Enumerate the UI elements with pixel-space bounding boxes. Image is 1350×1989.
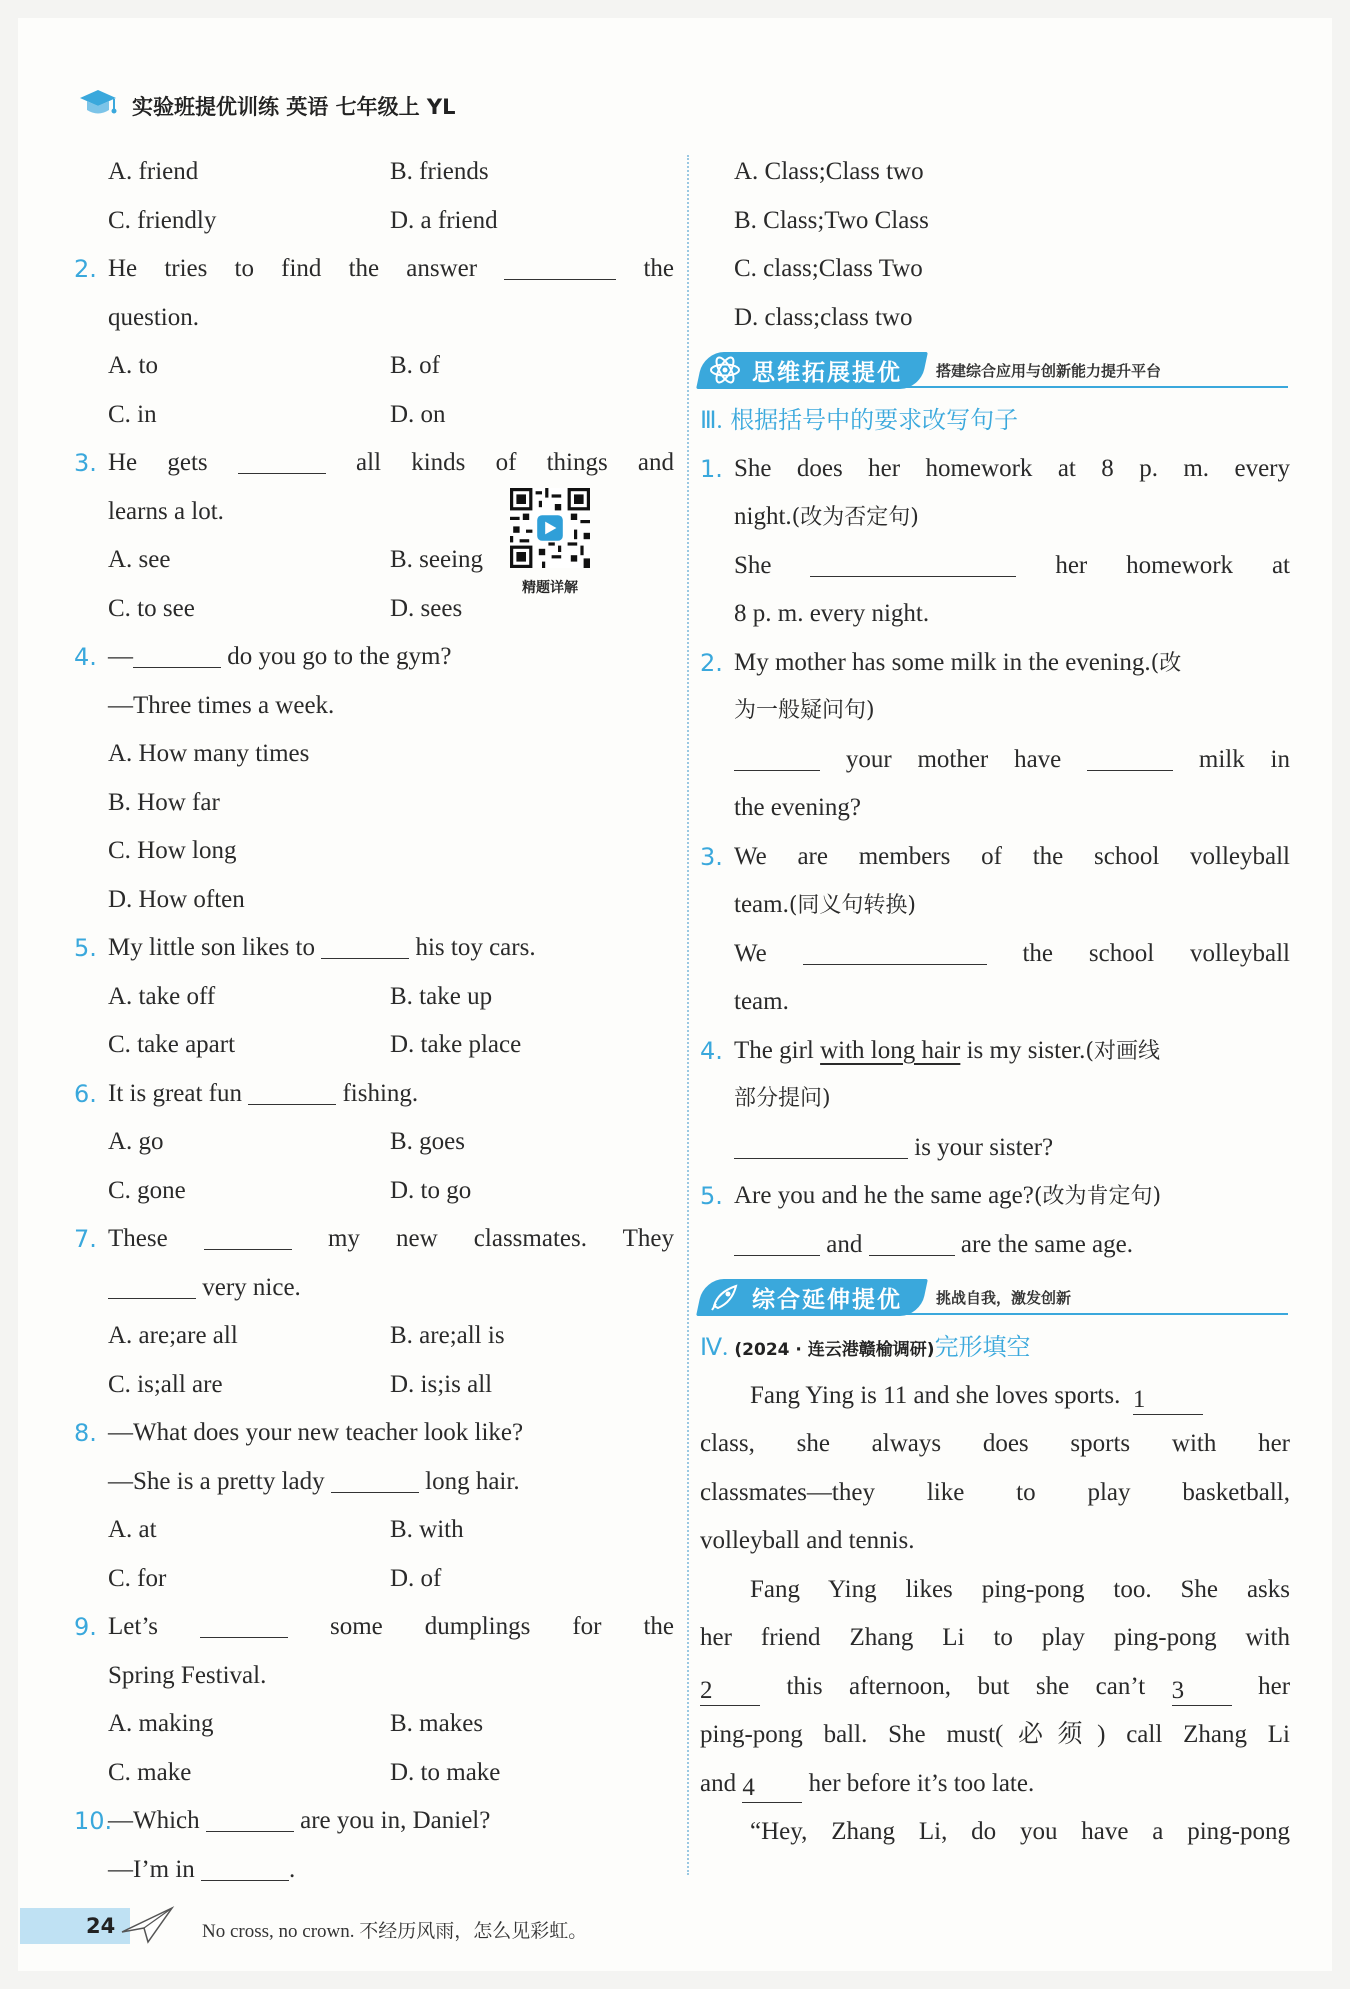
cloze-blank-3[interactable]: 3 xyxy=(1172,1677,1232,1706)
q4-option-a: A. How many times xyxy=(108,740,310,767)
q1-options-row1: A. friend B. friends xyxy=(108,158,489,185)
q10-option-c: C. class;Class Two xyxy=(734,255,923,282)
page-number: 24 xyxy=(20,1908,130,1944)
rewrite-3: 3. We are members of the school volleyball xyxy=(700,842,1290,871)
passage-line: her friend Zhang Li to play ping-pong with xyxy=(700,1624,1290,1651)
answer-blank[interactable] xyxy=(206,1803,294,1832)
q3-options-row1: A. see B. seeing xyxy=(108,546,484,573)
q8-options-row1: A. at B. with xyxy=(108,1516,464,1543)
rocket-icon xyxy=(708,1282,742,1317)
passage-line: volleyball and tennis. xyxy=(700,1527,915,1554)
q6-options-row1: A. go B. goes xyxy=(108,1128,465,1155)
answer-blank[interactable] xyxy=(321,930,409,959)
rewrite-3-answer: We the school volleyball xyxy=(700,930,1290,979)
rewrite-4: 4. The girl with long hair is my sister.(对画线 xyxy=(700,1036,1160,1065)
q10-option-b: B. Class;Two Class xyxy=(734,206,929,234)
rewrite-4-answer: is your sister? xyxy=(700,1124,1290,1173)
passage-line: class, she always does sports with her xyxy=(700,1430,1290,1457)
section-band-rule xyxy=(900,1313,1288,1315)
page-header xyxy=(78,84,456,128)
q10-option-a: A. Class;Class two xyxy=(734,158,924,185)
rewrite-2: 2. My mother has some milk in the evening.(改 xyxy=(700,648,1182,677)
question-10: 10. —Which are you in, Daniel? xyxy=(74,1797,674,1846)
book-title: 实验班提优训练 英语 七年级上 YL xyxy=(132,95,456,119)
passage-line: “Hey, Zhang Li, do you have a ping-pong xyxy=(750,1818,1290,1845)
question-8-cont: —She is a pretty lady long hair. xyxy=(74,1458,674,1507)
passage-line: Fang Ying likes ping-pong too. She asks xyxy=(750,1575,1290,1603)
question-2-cont: question. xyxy=(108,303,199,331)
passage-line: ping-pong ball. She must(必须) call Zhang Li xyxy=(700,1721,1290,1748)
right-column xyxy=(700,148,1290,1857)
rewrite-1-cont: night.(改为否定句) xyxy=(734,503,919,530)
section-band-title: 思维拓展提优 xyxy=(696,352,928,389)
q4-option-b: B. How far xyxy=(108,788,220,816)
answer-blank[interactable] xyxy=(803,936,987,965)
answer-blank[interactable] xyxy=(734,742,820,771)
question-6: 6. It is great fun fishing. xyxy=(74,1070,674,1119)
answer-blank[interactable] xyxy=(133,639,221,668)
atom-icon xyxy=(708,355,742,390)
paper-plane-icon xyxy=(118,1902,178,1951)
answer-blank[interactable] xyxy=(204,1221,292,1250)
q2-options-row2: C. in D. on xyxy=(108,400,446,428)
rewrite-2-end: the evening? xyxy=(734,794,862,821)
qr-code-icon xyxy=(510,488,590,568)
question-3: 3. He gets all kinds of things and xyxy=(74,439,674,488)
q8-options-row2: C. for D. of xyxy=(108,1564,442,1592)
answer-blank[interactable] xyxy=(504,251,616,280)
q2-options-row1: A. to B. of xyxy=(108,352,440,379)
q9-options-row2: C. make D. to make xyxy=(108,1758,501,1786)
section-band-title: 综合延伸提优 xyxy=(696,1279,928,1316)
rewrite-1: 1. She does her homework at 8 p. m. every xyxy=(700,454,1290,483)
answer-blank[interactable] xyxy=(734,1130,908,1159)
question-7-cont: very nice. xyxy=(74,1264,674,1313)
cloze-blank-2[interactable]: 2 xyxy=(700,1677,760,1706)
question-2: 2. He tries to find the answer the xyxy=(74,245,674,294)
q4-option-d: D. How often xyxy=(108,885,245,913)
answer-blank[interactable] xyxy=(734,1227,820,1256)
motto: No cross, no crown. 不经历风雨，怎么见彩虹。 xyxy=(202,1921,588,1942)
rewrite-3-cont: team.(同义句转换) xyxy=(734,891,917,918)
question-7: 7. These my new classmates. They xyxy=(74,1215,674,1264)
q1-options-row2: C. friendly D. a friend xyxy=(108,206,498,234)
page-footer xyxy=(18,1900,1332,1950)
question-10-cont: —I’m in . xyxy=(74,1846,674,1895)
answer-blank[interactable] xyxy=(1087,742,1173,771)
q10-option-d: D. class;class two xyxy=(734,303,913,331)
q5-options-row1: A. take off B. take up xyxy=(108,982,493,1010)
cloze-blank-1[interactable]: 1 xyxy=(1133,1386,1203,1415)
rewrite-1-end: 8 p. m. every night. xyxy=(734,600,930,627)
rewrite-1-answer: She her homework at xyxy=(700,542,1290,591)
q9-options-row1: A. making B. makes xyxy=(108,1710,484,1737)
section-3-heading: Ⅲ. 根据括号中的要求改写句子 xyxy=(700,406,1019,434)
section-4-heading: Ⅳ. (2024 · 连云港赣榆调研)完形填空 xyxy=(700,1333,1031,1361)
answer-blank[interactable] xyxy=(331,1464,419,1493)
rewrite-5: 5. Are you and he the same age?(改为肯定句) xyxy=(700,1182,1162,1210)
column-divider xyxy=(687,155,689,1875)
section-band-thinking xyxy=(700,350,1290,390)
graduation-cap-icon xyxy=(78,87,118,126)
q5-options-row2: C. take apart D. take place xyxy=(108,1031,522,1058)
question-4: 4. — do you go to the gym? xyxy=(74,633,674,682)
answer-blank[interactable] xyxy=(108,1270,196,1299)
q7-options-row2: C. is;all are D. is;is all xyxy=(108,1370,493,1398)
q7-options-row1: A. are;are all B. are;all is xyxy=(108,1322,505,1349)
cloze-blank-4[interactable]: 4 xyxy=(742,1774,802,1803)
qr-code[interactable] xyxy=(510,488,590,597)
rewrite-2-cont: 为一般疑问句) xyxy=(734,698,875,723)
q6-options-row2: C. gone D. to go xyxy=(108,1176,472,1204)
answer-blank[interactable] xyxy=(238,445,326,474)
rewrite-3-end: team. xyxy=(734,988,789,1015)
rewrite-4-cont: 部分提问) xyxy=(734,1086,831,1111)
rewrite-5-answer: and are the same age. xyxy=(700,1221,1290,1270)
cloze-passage xyxy=(700,1372,1290,1857)
answer-blank[interactable] xyxy=(200,1609,288,1638)
left-column xyxy=(74,148,674,1894)
question-3-cont: learns a lot. xyxy=(108,497,224,525)
answer-blank[interactable] xyxy=(810,548,1016,577)
question-8: 8. —What does your new teacher look like? xyxy=(74,1419,524,1447)
rewrite-2-answer: your mother have milk in xyxy=(700,736,1290,785)
section-band-rule xyxy=(900,386,1288,388)
q4-option-c: C. How long xyxy=(108,837,237,864)
qr-label: 精题详解 xyxy=(522,580,578,596)
question-9-cont: Spring Festival. xyxy=(108,1661,267,1689)
question-5: 5. My little son likes to his toy cars. xyxy=(74,924,674,973)
question-9: 9. Let’s some dumplings for the xyxy=(74,1603,674,1652)
passage-line: Fang Ying is 11 and she loves sports. 1 xyxy=(700,1372,1290,1421)
section-band-subtitle: 搭建综合应用与创新能力提升平台 xyxy=(936,361,1162,380)
answer-blank[interactable] xyxy=(869,1227,955,1256)
question-4-cont: —Three times a week. xyxy=(108,691,335,719)
answer-blank[interactable] xyxy=(201,1852,289,1881)
passage-line: and 4 her before it’s too late. xyxy=(700,1769,1035,1801)
section-band-subtitle: 挑战自我，激发创新 xyxy=(936,1288,1072,1307)
passage-line: 2 this afternoon, but she can’t 3 her xyxy=(700,1672,1291,1704)
answer-blank[interactable] xyxy=(248,1076,336,1105)
passage-line: classmates—they like to play basketball, xyxy=(700,1478,1290,1506)
q3-options-row2: C. to see D. sees xyxy=(108,594,463,622)
section-band-extension xyxy=(700,1277,1290,1317)
